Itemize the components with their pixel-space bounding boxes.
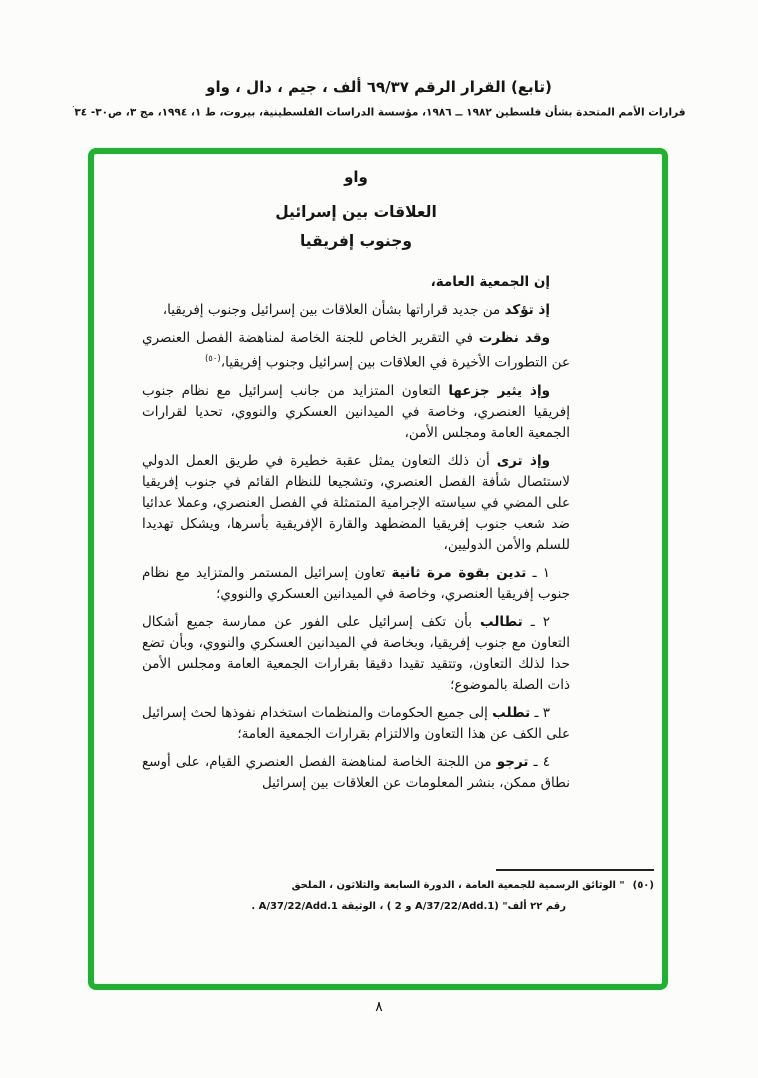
source-citation <box>0 105 758 119</box>
source-citation-text: قرارات الأمم المتحدة بشأن فلسطين ١٩٨٢ ــ ١٩٨٦، مؤسسة الدراسات الفلسطينية، بيروت، ط ١، ١٩٩٤، مج ٣، ص٣٠- ٣٤ <box>74 106 686 119</box>
footnote-marker: (٥٠) <box>632 880 654 891</box>
paragraph-text: أن ذلك التعاون يمثل عقبة خطيرة في طريق العمل الدولي لاستئصال شأفة الفصل العنصري، وتشجيعا للنظام القائم في جنوب إفريقيا على المضي في سياسته الإجرامية المتمثلة في الفصل العنصري، وعملا عدائيا ضد شعب جنوب إفريقيا المضطهد والقارة الإفريقية بأسرها، ويشكل تهديدا للسلم والأمن الدوليين، <box>142 452 570 553</box>
footnote-line-2: رقم ٢٢ ألف" (A/37/22/Add.1 و 2 ) ، الوثيقة A/37/22/Add.1 . <box>251 901 566 912</box>
resolution-subject-line-1: العلاقات بين إسرائيل <box>275 203 437 221</box>
section-letter: واو <box>344 168 368 186</box>
resolution-box-inner <box>94 154 662 984</box>
preamble-paragraph <box>142 451 570 556</box>
operative-paragraph-3 <box>142 703 570 745</box>
preamble-paragraph <box>142 381 570 444</box>
paragraph-text: بأن تكف إسرائيل على الفور عن ممارسة جميع أشكال التعاون مع جنوب إفريقيا، وبخاصة في الميدانين العسكري والنووي، وبأن تضع حدا لذلك التعاون، وتتقيد تقيدا دقيقا بقرارات الجمعية العامة ومجلس الأمن ذات الصلة بالموضوع؛ <box>142 613 570 693</box>
preamble-paragraph <box>142 272 570 293</box>
operative-paragraph-4 <box>142 752 570 794</box>
source-footnote-mark: ′ <box>72 105 75 113</box>
footnote-text-1: " الوثائق الرسمية للجمعية العامة ، الدورة السابعة والثلاثون ، الملحق <box>291 880 625 891</box>
paragraph-text: من جديد قراراتها بشأن العلاقات بين إسرائيل وجنوب إفريقيا، <box>162 302 505 318</box>
footnote-line-1 <box>291 878 654 893</box>
item-number: ٣ ـ <box>534 704 550 721</box>
document-header <box>0 78 758 119</box>
footnote <box>251 869 654 914</box>
preamble-paragraph <box>142 300 570 321</box>
paragraph-lead: تطلب <box>492 704 531 721</box>
paragraph-text: من اللجنة الخاصة لمناهضة الفصل العنصري القيام، على أوسع نطاق ممكن، بنشر المعلومات عن العلاقات بين إسرائيل <box>142 753 570 791</box>
paragraph-lead: وإذ يثير جزعها <box>448 382 550 399</box>
paragraph-lead: تطالب <box>480 613 523 630</box>
operative-paragraph-2 <box>142 612 570 696</box>
item-number: ١ ـ <box>532 564 551 581</box>
resolution-subject-line-2: وجنوب إفريقيا <box>299 232 413 250</box>
paragraph-text: التعاون المتزايد من جانب إسرائيل مع نظام جنوب إفريقيا العنصري، وخاصة في الميدانين العسكري والنووي، تحديا لقرارات الجمعية العامة ومجلس الأمن، <box>142 382 570 441</box>
paragraph-lead: وإذ ترى <box>496 452 550 469</box>
resolution-body <box>142 272 570 794</box>
paragraph-text: إلى جميع الحكومات والمنظمات استخدام نفوذها لحث إسرائيل على الكف عن هذا التعاون والالتزام بقرارات الجمعية العامة؛ <box>142 704 570 742</box>
preamble-paragraph <box>142 328 570 374</box>
operative-paragraph-1 <box>142 563 570 605</box>
paragraph-text: تعاون إسرائيل المستمر والمتزايد مع نظام جنوب إفريقيا العنصري، وخاصة في الميدانين العسكري والنووي؛ <box>142 564 570 602</box>
item-number: ٤ ـ <box>533 753 551 770</box>
paragraph-lead: تدين بقوة مرة ثانية <box>391 564 527 581</box>
resolution-box <box>88 148 668 990</box>
paragraph-lead: إذ تؤكد <box>504 302 550 318</box>
paragraph-lead: إن الجمعية العامة، <box>430 274 550 290</box>
resolution-header-title: (تابع) القرار الرقم ٦٩/٣٧ ألف ، جيم ، دال ، واو <box>206 78 552 96</box>
footnote-divider <box>496 869 654 871</box>
page-number: ٨ <box>375 999 383 1015</box>
item-number: ٢ ـ <box>530 613 550 630</box>
paragraph-lead: ترجو <box>496 753 529 770</box>
footnote-reference: (٥٠) <box>204 354 221 364</box>
paragraph-text: في التقرير الخاص للجنة الخاصة لمناهضة الفصل العنصري عن التطورات الأخيرة في العلاقات بين إسرائيل وجنوب إفريقيا، <box>142 330 570 371</box>
paragraph-lead: وقد نظرت <box>478 330 551 346</box>
resolution-text-column <box>94 154 662 801</box>
